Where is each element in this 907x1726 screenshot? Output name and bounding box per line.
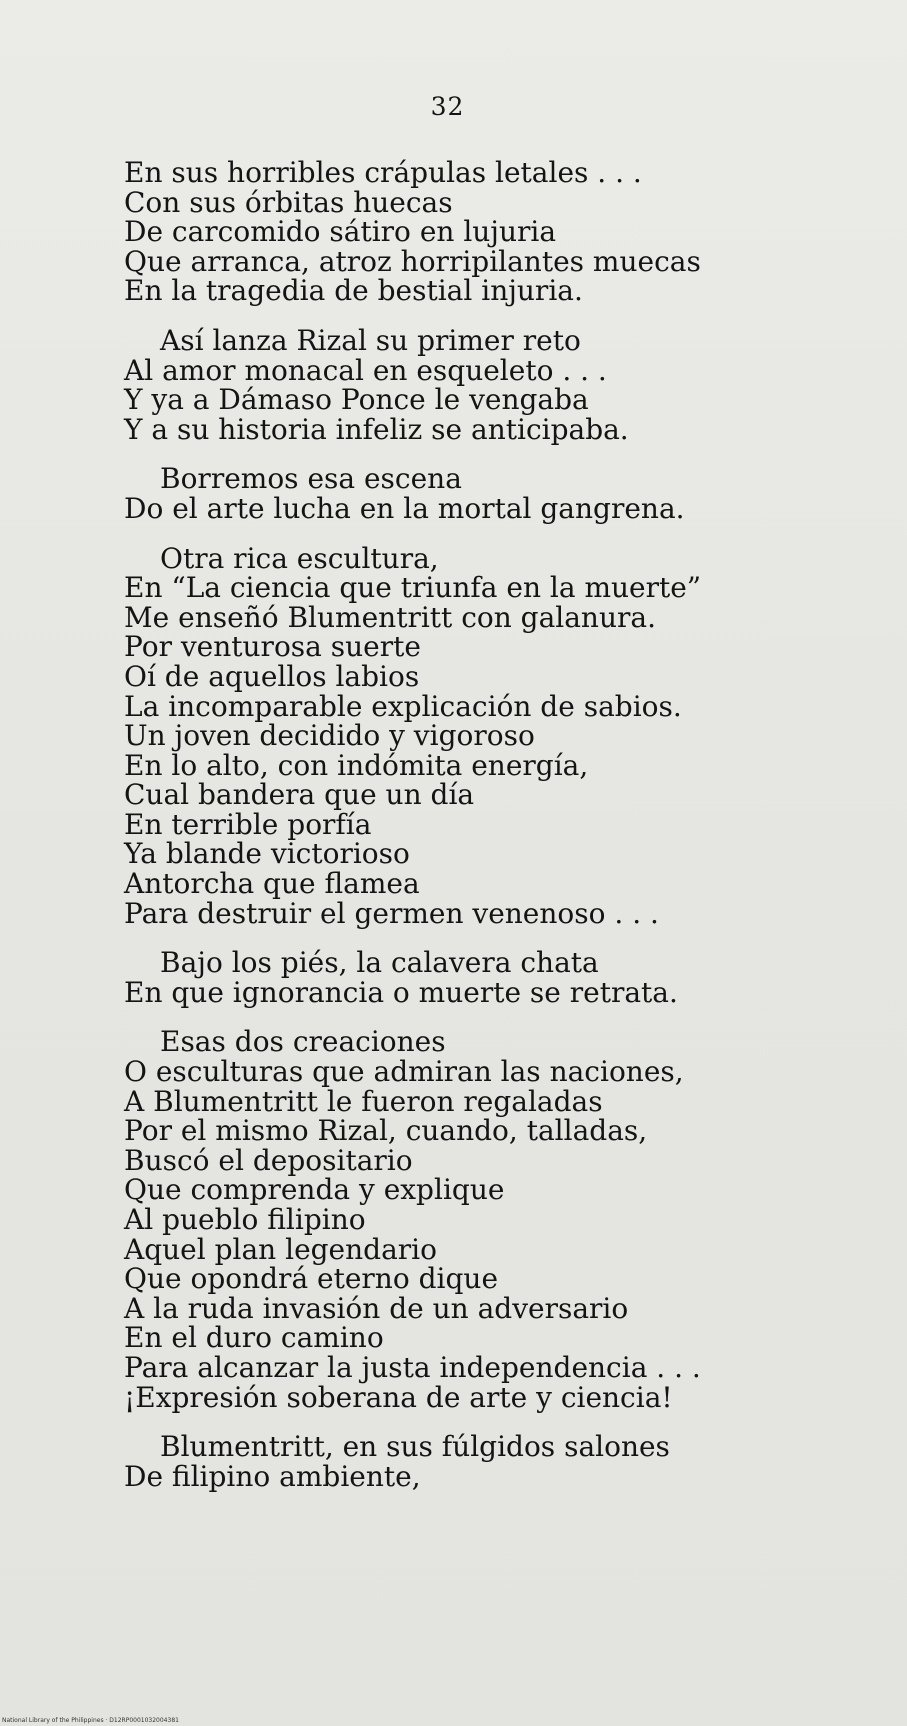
poem-line: Que opondrá eterno dique	[124, 1262, 499, 1296]
stanza-4	[124, 541, 894, 930]
stanza-1	[124, 158, 894, 306]
poem-line: Y a su historia infeliz se anticipaba.	[124, 412, 629, 446]
scan-footer: National Library of the Philippines · D12RP0001032004381	[2, 1717, 179, 1724]
poem-line: En la tragedia de bestial injuria.	[124, 274, 583, 308]
poem-line: Que comprenda y explique	[124, 1173, 505, 1207]
poem-line: A Blumentritt le fueron regaladas	[124, 1084, 603, 1118]
stanza-2	[124, 323, 894, 446]
poem-line: Así lanza Rizal su primer reto	[160, 323, 581, 357]
poem-line: Por venturosa suerte	[124, 630, 421, 664]
poem-line: Aquel plan legendario	[124, 1232, 437, 1266]
poem-line: Por el mismo Rizal, cuando, talladas,	[124, 1114, 648, 1148]
poem-line: Bajo los piés, la calavera chata	[160, 946, 599, 980]
poem-line: Buscó el depositario	[124, 1143, 413, 1177]
poem-line: En sus horribles crápulas letales . . .	[124, 156, 642, 189]
stanza-3	[124, 464, 894, 523]
poem-line: Ya blande victorioso	[124, 837, 410, 871]
poem-line: En lo alto, con indómita energía,	[124, 748, 589, 782]
poem-line: O esculturas que admiran las naciones,	[124, 1055, 684, 1089]
poem-line: En el duro camino	[124, 1321, 384, 1355]
page-number: 32	[430, 92, 465, 121]
poem-line: Para alcanzar la justa independencia . . .	[124, 1350, 701, 1384]
poem-line: Esas dos creaciones	[160, 1025, 446, 1059]
stanza-6	[124, 1027, 894, 1412]
stanza-5	[124, 948, 894, 1007]
poem-line: De filipino ambiente,	[124, 1459, 421, 1493]
poem-line: Otra rica escultura,	[160, 541, 439, 575]
poem-line: Blumentritt, en sus fúlgidos salones	[160, 1430, 670, 1464]
poem-line: En terrible porfía	[124, 807, 372, 841]
poem-line: Con sus órbitas huecas	[124, 185, 453, 219]
poem-line: Me enseñó Blumentritt con galanura.	[124, 600, 656, 634]
poem-line: Y ya a Dámaso Ponce le vengaba	[124, 383, 589, 417]
poem-body	[124, 158, 894, 1511]
poem-line: Oí de aquellos labios	[124, 659, 420, 693]
poem-line: A la ruda invasión de un adversario	[124, 1291, 629, 1325]
stanza-7	[124, 1432, 894, 1491]
poem-line: Antorcha que flamea	[124, 867, 420, 901]
poem-line: Que arranca, atroz horripilantes muecas	[124, 244, 701, 278]
poem-line: Para destruir el germen venenoso . . .	[124, 896, 659, 930]
poem-line: La incomparable explicación de sabios.	[124, 689, 682, 723]
poem-line: En que ignorancia o muerte se retrata.	[124, 975, 678, 1009]
poem-line: Un joven decidido y vigoroso	[124, 719, 535, 753]
poem-line: Al amor monacal en esqueleto . . .	[124, 353, 607, 387]
poem-line: En “La ciencia que triunfa en la muerte”	[124, 571, 702, 605]
poem-line: Al pueblo filipino	[124, 1203, 366, 1236]
poem-line: ¡Expresión soberana de arte y ciencia!	[124, 1380, 673, 1414]
poem-line: De carcomido sátiro en lujuria	[124, 215, 557, 249]
poem-line: Do el arte lucha en la mortal gangrena.	[124, 491, 685, 525]
poem-line: Borremos esa escena	[160, 462, 462, 496]
poem-line: Cual bandera que un día	[124, 778, 475, 812]
